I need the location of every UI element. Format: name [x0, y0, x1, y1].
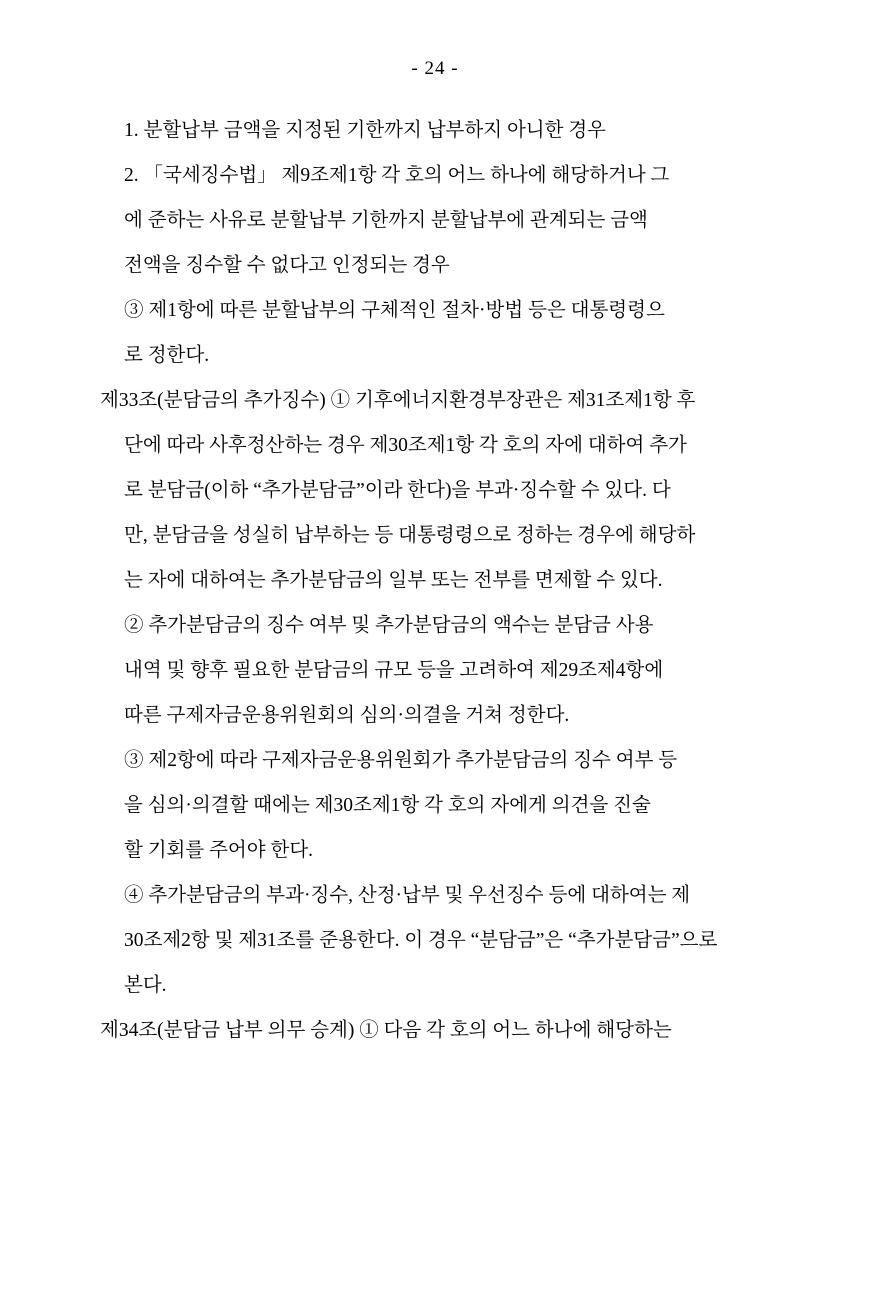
text-line: 내역 및 향후 필요한 분담금의 규모 등을 고려하여 제29조제4항에: [124, 660, 664, 681]
text-line: 따른 구제자금운용위원회의 심의·의결을 거쳐 정한다.: [124, 705, 570, 726]
article-33-clause-3: [124, 738, 774, 873]
text-line: 에 준하는 사유로 분할납부 기한까지 분할납부에 관계되는 금액: [124, 210, 648, 231]
text-line: ④ 추가분담금의 부과·징수, 산정·납부 및 우선징수 등에 대하여는 제: [124, 885, 691, 906]
document-page: [0, 58, 870, 1289]
numbered-item-2: [124, 153, 774, 288]
text-line: ③ 제2항에 따라 구제자금운용위원회가 추가분담금의 징수 여부 등: [124, 750, 678, 771]
text-line: 1. 분할납부 금액을 지정된 기한까지 납부하지 아니한 경우: [124, 120, 607, 141]
text-line: ③ 제1항에 따른 분할납부의 구체적인 절차·방법 등은 대통령령으: [124, 300, 665, 321]
text-line: 로 분담금(이하 “추가분담금”이라 한다)을 부과·징수할 수 있다. 다: [124, 480, 671, 501]
article-33-clause-4: [124, 873, 774, 1008]
text-line: 로 정한다.: [124, 345, 210, 366]
text-line: 할 기회를 주어야 한다.: [124, 840, 314, 861]
text-line: 제34조(분담금 납부 의무 승계) ① 다음 각 호의 어느 하나에 해당하는: [100, 1020, 672, 1041]
text-line: 만, 분담금을 성실히 납부하는 등 대통령령으로 정하는 경우에 해당하: [124, 525, 696, 546]
numbered-item-1: [124, 108, 774, 153]
text-line: 전액을 징수할 수 없다고 인정되는 경우: [124, 255, 450, 276]
text-line: 제33조(분담금의 추가징수) ① 기후에너지환경부장관은 제31조제1항 후: [100, 390, 696, 411]
text-line: ② 추가분담금의 징수 여부 및 추가분담금의 액수는 분담금 사용: [124, 615, 654, 636]
text-line: 는 자에 대하여는 추가분담금의 일부 또는 전부를 면제할 수 있다.: [124, 570, 663, 591]
text-line: 2. 「국세징수법」 제9조제1항 각 호의 어느 하나에 해당하거나 그: [124, 165, 670, 186]
article-33-clause-2: [124, 603, 774, 738]
article-34: [100, 1008, 774, 1053]
clause-3: [124, 288, 774, 378]
text-line: 을 심의·의결할 때에는 제30조제1항 각 호의 자에게 의견을 진술: [124, 795, 651, 816]
text-line: 단에 따라 사후정산하는 경우 제30조제1항 각 호의 자에 대하여 추가: [124, 435, 687, 456]
text-line: 30조제2항 및 제31조를 준용한다. 이 경우 “분담금”은 “추가분담금”으로: [124, 930, 718, 951]
page-number: - 24 -: [411, 58, 459, 79]
article-33: [100, 378, 774, 603]
document-body: [0, 108, 870, 1053]
text-line: 본다.: [124, 975, 167, 996]
